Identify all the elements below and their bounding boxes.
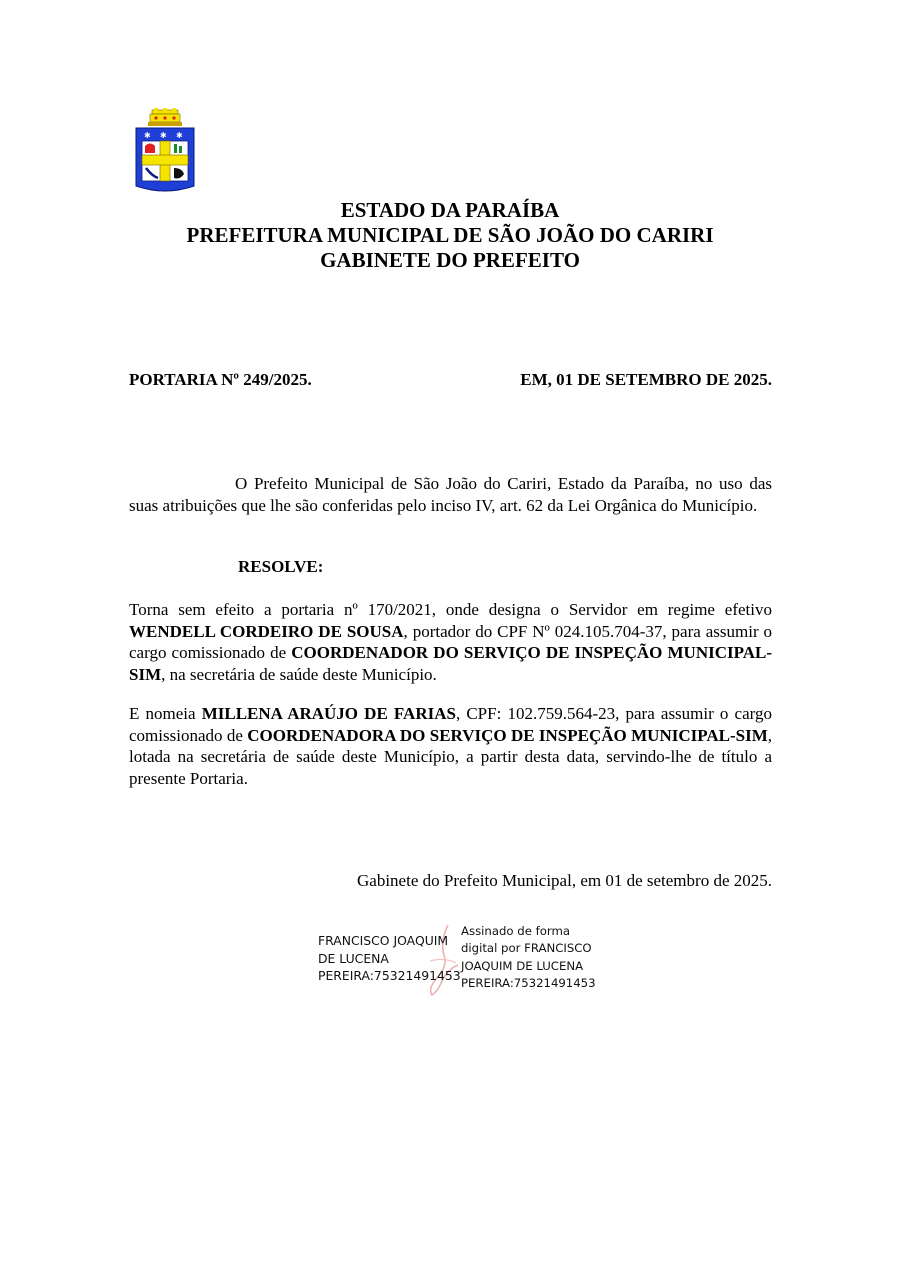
svg-text:✱: ✱ [176, 131, 183, 140]
paragraph-text: E nomeia [129, 704, 202, 723]
paragraph-text: , CPF: 102.759.564-23, para assumir o cargo comissionado de [129, 704, 773, 745]
header-cabinet: GABINETE DO PREFEITO [320, 248, 580, 272]
header-prefecture: PREFEITURA MUNICIPAL DE SÃO JOÃO DO CARIRI [186, 223, 714, 247]
signature-detail-line: PEREIRA:75321491453 [461, 975, 596, 990]
role-title: COORDENADORA DO SERVIÇO DE INSPEÇÃO MUNICIPAL-SIM [247, 725, 768, 745]
signer-line: FRANCISCO JOAQUIM [318, 933, 449, 948]
paragraph-revocation [129, 599, 772, 685]
signature-detail-line: digital por FRANCISCO [461, 941, 592, 956]
closing-line: Gabinete do Prefeito Municipal, em 01 de setembro de 2025. [357, 871, 772, 890]
paragraph-appointment [129, 703, 772, 789]
resolve-label: RESOLVE: [238, 557, 324, 576]
portaria-date: EM, 01 DE SETEMBRO DE 2025. [520, 370, 772, 389]
svg-text:✱: ✱ [160, 131, 167, 140]
paragraph-text: , na secretária de saúde deste Município. [161, 664, 437, 684]
signer-line: PEREIRA:75321491453 [318, 968, 461, 983]
signature-details-block [461, 923, 596, 992]
digital-signature [318, 923, 618, 998]
document-header [0, 198, 900, 273]
signer-name-block [318, 932, 461, 985]
svg-text:✱: ✱ [144, 131, 151, 140]
signature-detail-line: JOAQUIM DE LUCENA [461, 958, 584, 973]
municipal-crest-logo [134, 108, 196, 194]
paragraph-text: , portador do CPF Nº 024.105.704-37, para assumir o cargo comissionado de [129, 621, 773, 662]
signer-line: DE LUCENA [318, 950, 389, 966]
appointee-name: MILLENA ARAÚJO DE FARIAS [201, 704, 456, 723]
paragraph-text: , lotada na secretária de saúde deste Município, a partir desta data, servindo-lhe de título a presente Portaria. [129, 725, 772, 788]
paragraph-text: Torna sem efeito a portaria nº 170/2021, onde designa o Servidor em regime efetivo [129, 600, 772, 619]
role-title: COORDENADOR DO SERVIÇO DE INSPEÇÃO MUNICIPAL-SIM [129, 643, 773, 684]
header-state: ESTADO DA PARAÍBA [340, 198, 560, 222]
signature-detail-line: Assinado de forma [461, 924, 571, 938]
preamble-paragraph: O Prefeito Municipal de São João do Cariri, Estado da Paraíba, no uso das suas atribuições que lhe são conferidas pelo inciso IV, art. 62 da Lei Orgânica do Município. [129, 474, 772, 515]
servant-name: WENDELL CORDEIRO DE SOUSA [129, 621, 404, 641]
portaria-number: PORTARIA Nº 249/2025. [129, 370, 312, 389]
